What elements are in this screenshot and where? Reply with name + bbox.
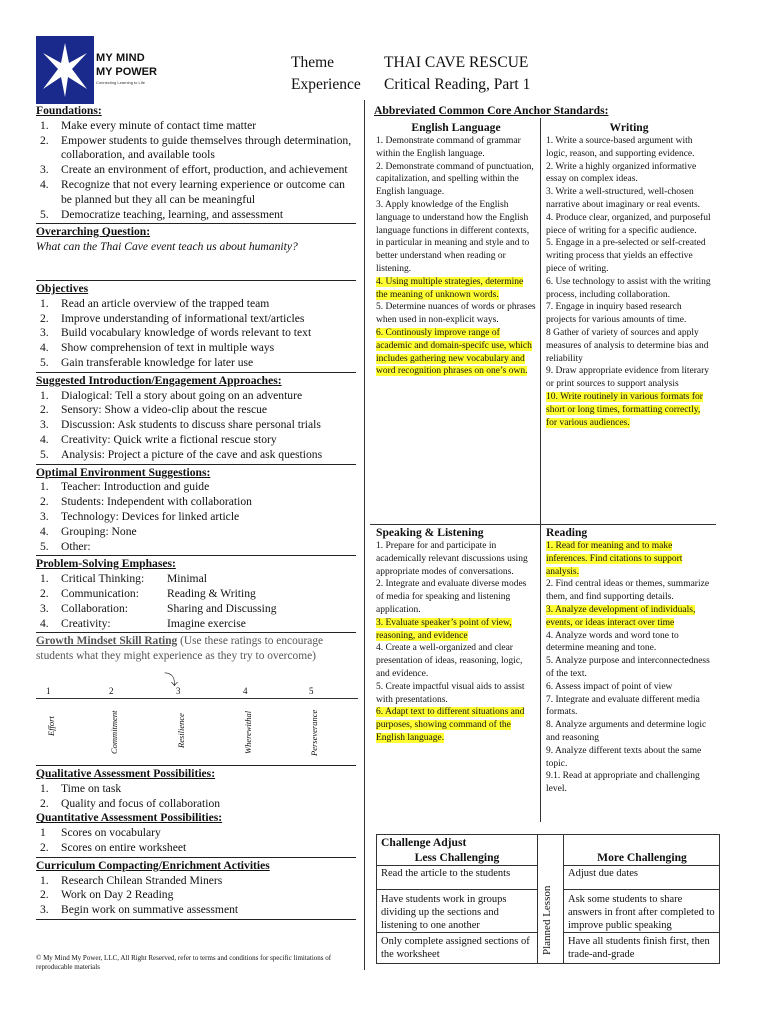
overarching-title: Overarching Question:	[36, 225, 151, 239]
row-divider	[563, 889, 719, 890]
item-number: 2.	[40, 495, 49, 509]
item-number: 2.	[40, 403, 49, 417]
item-number: 2.	[40, 888, 49, 902]
curved-arrow-icon: ⤵	[164, 674, 178, 689]
item-text: Dialogical: Tell a story about going on an adventure	[61, 388, 303, 402]
item-number: 3.	[40, 903, 49, 917]
item-number: 4.	[40, 524, 49, 538]
planned-lesson-label: Planned Lesson	[541, 885, 553, 955]
standard-item: 1. Write a source-based argument with logic, reason, and supporting evidence.	[546, 136, 695, 159]
row-divider	[563, 932, 719, 933]
compacting-list	[36, 874, 356, 918]
quantitative-list	[36, 826, 356, 856]
list-item	[36, 297, 356, 312]
item-text: Teacher: Introduction and guide	[61, 480, 210, 494]
theme-label: Theme	[291, 54, 335, 71]
column-divider	[364, 100, 365, 970]
list-item	[36, 903, 356, 918]
list-item	[36, 587, 356, 602]
divider	[36, 280, 356, 281]
rating-number: 5	[309, 686, 314, 696]
copyright-footer: © My Mind My Power, LLC, All Right Reserved, refer to terms and conditions for specific limitations of reproducable materials	[36, 954, 332, 971]
row-divider	[377, 932, 537, 933]
list-item	[36, 418, 356, 433]
standard-item: 4. Analyze words and word tone to determine meaning and tone.	[546, 630, 679, 654]
objectives-list	[36, 297, 356, 371]
more-cell: Adjust due dates	[568, 868, 638, 879]
item-label: Collaboration:	[61, 601, 128, 615]
challenge-title: Challenge Adjust	[381, 836, 467, 849]
divider	[36, 632, 356, 633]
rating-axis	[36, 698, 358, 699]
standard-item: 1. Demonstrate command of grammar within the English language.	[376, 136, 521, 159]
list-item	[36, 312, 356, 327]
quantitative-title: Quantitative Assessment Possibilities:	[36, 811, 223, 825]
standard-item: 10. Write routinely in various formats for short or long times, formatting correctly, for various audiences.	[546, 391, 703, 428]
standards-title: Abbreviated Common Core Anchor Standards:	[374, 104, 609, 117]
speaking-heading: Speaking & Listening	[376, 526, 484, 539]
row-divider	[563, 865, 719, 866]
growth-rating-scale	[36, 674, 358, 760]
list-item	[36, 326, 356, 341]
item-text: Gain transferable knowledge for later use	[61, 355, 254, 369]
item-text: Empower students to guide themselves through determination, collaboration, and available tools	[61, 133, 352, 162]
item-number: 2.	[40, 586, 49, 600]
standards-panel	[370, 104, 716, 428]
item-value: Sharing and Discussing	[167, 601, 277, 615]
item-text: Students: Independent with collaboration	[61, 495, 252, 509]
item-text: Technology: Devices for linked article	[61, 509, 240, 523]
divider	[36, 919, 356, 920]
item-text: Discussion: Ask students to discuss share personal trials	[61, 418, 321, 432]
item-number: 3.	[40, 601, 49, 615]
standard-item: 2. Integrate and evaluate diverse modes of media for speaking and listening application.	[376, 579, 527, 615]
item-number: 4.	[40, 616, 49, 630]
list-item	[36, 163, 356, 178]
standard-item: 4. Using multiple strategies, determine the meaning of unknown words.	[376, 276, 524, 300]
item-number: 3.	[40, 163, 49, 177]
left-column	[36, 104, 356, 664]
standard-item: 9.1. Read at appropriate and challenging level.	[546, 771, 700, 795]
list-item	[36, 617, 356, 632]
item-number: 3.	[40, 509, 49, 523]
item-label: Communication:	[61, 586, 139, 600]
item-number: 2.	[40, 840, 49, 854]
item-number: 2.	[40, 133, 49, 147]
row-divider	[377, 865, 537, 866]
item-value: Imagine exercise	[167, 616, 246, 630]
row-divider	[377, 889, 537, 890]
qualitative-list	[36, 782, 356, 812]
foundations-list	[36, 119, 356, 223]
standard-item: 4. Create a well-organized and clear presentation of ideas, reasoning, logic, and evidence.	[376, 643, 523, 679]
foundations-title: Foundations:	[36, 104, 102, 117]
standard-item: 3. Analyze development of individuals, events, or ideas interact over time	[546, 604, 696, 628]
assessment-section	[36, 764, 356, 921]
rating-label-wherewithal: Wherewithal	[243, 710, 253, 754]
less-challenging-heading: Less Challenging	[414, 851, 500, 864]
item-number: 4.	[40, 432, 49, 446]
standard-item: 3. Write a well-structured, well-chosen narrative about imaginary or real events.	[546, 187, 701, 210]
list-item	[36, 403, 356, 418]
logo-line2: MY POWER	[96, 66, 157, 78]
challenge-table	[376, 834, 720, 964]
item-number: 1	[40, 826, 46, 840]
environment-list	[36, 480, 356, 554]
growth-note: (Use these ratings to encourage students what they might experience as they try to overcome)	[36, 635, 324, 663]
rating-label-perseverance: Perseverance	[309, 709, 319, 756]
item-number: 4.	[40, 341, 49, 355]
list-item	[36, 495, 356, 510]
list-item	[36, 389, 356, 404]
item-text: Scores on entire worksheet	[61, 840, 187, 854]
intro-list	[36, 389, 356, 463]
list-item	[36, 433, 356, 448]
more-cell: Have all students finish first, then trade-and-grade	[568, 936, 710, 960]
divider	[36, 464, 356, 465]
logo-tagline: Connecting Learning to Life	[96, 80, 145, 85]
divider	[36, 555, 356, 556]
challenge-divider	[563, 835, 564, 963]
list-item	[36, 525, 356, 540]
item-text: Time on task	[61, 781, 122, 795]
item-text: Improve understanding of informational text/articles	[61, 311, 305, 325]
divider	[36, 223, 356, 224]
star-figure-icon	[39, 39, 91, 101]
standard-item: 2. Find central ideas or themes, summarize them, and find supporting details.	[546, 579, 710, 603]
problem-list	[36, 572, 356, 631]
standard-item: 8 Gather of variety of sources and apply measures of analysis to determine bias and reliability	[546, 327, 709, 364]
item-label: Creativity:	[61, 616, 111, 630]
item-text: Sensory: Show a video-clip about the rescue	[61, 403, 268, 417]
growth-title: Growth Mindset Skill Rating	[36, 635, 178, 648]
item-text: Grouping: None	[61, 524, 137, 538]
standard-item: 7. Integrate and evaluate different media formats.	[546, 694, 700, 718]
english-heading: English Language	[411, 121, 501, 134]
less-cell: Have students work in groups dividing up the sections and listening to one another	[381, 894, 507, 931]
list-item	[36, 797, 356, 812]
writing-standards	[546, 135, 712, 429]
less-cell: Read the article to the students	[381, 868, 511, 879]
growth-heading	[36, 634, 356, 664]
challenge-divider	[537, 835, 538, 963]
speaking-column	[376, 525, 536, 745]
list-item	[36, 480, 356, 495]
list-item	[36, 826, 356, 841]
item-text: Show comprehension of text in multiple ways	[61, 341, 275, 355]
item-number: 1.	[40, 118, 49, 132]
standard-item: 8. Analyze arguments and determine logic and reasoning	[546, 720, 707, 743]
standard-item: 6. Assess impact of point of view	[546, 681, 673, 692]
reading-column	[546, 525, 712, 796]
writing-heading: Writing	[609, 121, 649, 134]
item-number: 2.	[40, 311, 49, 325]
standard-item: 2. Demonstrate command of punctuation, capitalization, and spelling within the English language.	[376, 161, 534, 198]
standard-item: 5. Determine nuances of words or phrases when used in non-explicit ways.	[376, 302, 536, 326]
item-number: 5.	[40, 447, 49, 461]
item-text: Create an environment of effort, production, and achievement	[61, 163, 348, 177]
reading-standards	[546, 540, 712, 796]
item-text: Quality and focus of collaboration	[61, 796, 221, 810]
standard-item: 1. Prepare for and participate in academically relevant discussions using appropriate modes of conversations.	[376, 541, 528, 577]
divider	[36, 372, 356, 373]
item-text: Make every minute of contact time matter	[61, 118, 257, 132]
standard-item: 3. Apply knowledge of the English language to understand how the English language functions in different contexts, in particular in meaning and style and to better understand when reading or listening.	[376, 199, 530, 274]
divider	[36, 857, 356, 858]
item-text: Research Chilean Stranded Miners	[61, 873, 223, 887]
standard-item: 6. Continously improve range of academic and domain-specifc use, which includes gathering new vocabulary and word recognition phrases on one’s own.	[376, 327, 532, 377]
logo-line1: MY MIND	[96, 52, 145, 64]
english-standards	[376, 135, 536, 378]
item-text: Democratize teaching, learning, and assessment	[61, 207, 284, 221]
intro-title: Suggested Introduction/Engagement Approaches:	[36, 373, 282, 387]
item-value: Reading & Writing	[167, 586, 256, 600]
item-number: 3.	[40, 418, 49, 432]
list-item	[36, 841, 356, 856]
item-number: 2.	[40, 796, 49, 810]
list-item	[36, 448, 356, 463]
item-number: 1.	[40, 572, 49, 586]
item-text: Build vocabulary knowledge of words relevant to text	[61, 326, 312, 340]
standard-item: 9. Draw appropriate evidence from literary or print sources to support analysis	[546, 366, 710, 390]
item-text: Creativity: Quick write a fictional rescue story	[61, 432, 277, 446]
list-item	[36, 208, 356, 223]
item-number: 3.	[40, 326, 49, 340]
item-text: Work on Day 2 Reading	[61, 888, 174, 902]
item-number: 5.	[40, 355, 49, 369]
less-cell: Only complete assigned sections of the worksheet	[381, 936, 530, 960]
item-text: Scores on vocabulary	[61, 826, 161, 840]
rating-number: 4	[243, 686, 248, 696]
list-item	[36, 782, 356, 797]
standard-item: 3. Evaluate speaker’s point of view, reasoning, and evidence	[376, 617, 512, 641]
rating-label-resilience: Resilience	[176, 713, 186, 748]
rating-number: 2	[109, 686, 114, 696]
list-item	[36, 572, 356, 587]
english-column	[376, 120, 536, 378]
list-item	[36, 874, 356, 889]
overarching-question: What can the Thai Cave event teach us about humanity?	[36, 240, 298, 254]
standard-item: 5. Create impactful visual aids to assist with presentations.	[376, 681, 525, 705]
list-item	[36, 134, 356, 164]
experience-label: Experience	[291, 76, 361, 93]
standard-item: 4. Produce clear, organized, and purposeful piece of writing for a specific audience.	[546, 212, 711, 236]
item-number: 5.	[40, 207, 49, 221]
standard-item: 2. Write a highly organized informative essay on complex ideas.	[546, 161, 697, 185]
rating-number: 3	[176, 686, 181, 696]
qualitative-title: Qualitative Assessment Possibilities:	[36, 767, 216, 780]
more-cell: Ask some students to share answers in front after completed to improve public speaking	[568, 894, 715, 931]
standard-item: 9. Analyze different texts about the same topic.	[546, 745, 702, 769]
standard-item: 5. Analyze purpose and interconnectedness of the text.	[546, 656, 710, 679]
item-number: 1.	[40, 781, 49, 795]
item-label: Critical Thinking:	[61, 572, 145, 586]
standard-item: 7. Engage in inquiry based research projects for various amounts of time.	[546, 302, 687, 326]
standard-item: 5. Engage in a pre-selected or self-created writing process that yields an effective piece of writing.	[546, 238, 706, 274]
item-text: Read an article overview of the trapped team	[61, 296, 270, 310]
list-item	[36, 356, 356, 371]
rating-number: 1	[46, 686, 51, 696]
reading-heading: Reading	[546, 526, 588, 539]
list-item	[36, 510, 356, 525]
item-number: 1.	[40, 480, 49, 494]
list-item	[36, 602, 356, 617]
rating-label-commitment: Commitment	[109, 710, 119, 754]
item-number: 4.	[40, 177, 49, 191]
problem-title: Problem-Solving Emphases:	[36, 557, 176, 571]
item-value: Minimal	[167, 572, 207, 586]
list-item	[36, 888, 356, 903]
list-item	[36, 341, 356, 356]
list-item	[36, 540, 356, 555]
speaking-standards	[376, 540, 536, 745]
standard-item: 6. Adapt text to different situations and purposes, showing command of the English language.	[376, 707, 525, 743]
standard-item: 6. Use technology to assist with the writing process, including collaboration.	[546, 276, 711, 300]
item-text: Analysis: Project a picture of the cave and ask questions	[61, 447, 323, 461]
divider	[36, 765, 356, 766]
more-challenging-heading: More Challenging	[597, 851, 687, 864]
item-number: 5.	[40, 539, 49, 553]
experience-value: Critical Reading, Part 1	[384, 76, 531, 93]
standards-center-divider	[540, 118, 541, 822]
standard-item: 1. Read for meaning and to make inferences. Find citations to support analysis.	[546, 541, 683, 577]
item-text: Recognize that not every learning experience or outcome can be planned but they all can be meaningful	[61, 177, 345, 206]
list-item	[36, 119, 356, 134]
item-number: 1.	[40, 296, 49, 310]
compacting-title: Curriculum Compacting/Enrichment Activities	[36, 858, 270, 872]
rating-label-effort: Effort	[46, 716, 56, 736]
item-text: Begin work on summative assessment	[61, 903, 239, 917]
list-item	[36, 178, 356, 208]
item-text: Other:	[61, 539, 91, 553]
item-number: 1.	[40, 873, 49, 887]
theme-value: THAI CAVE RESCUE	[384, 54, 529, 71]
item-number: 1.	[40, 388, 49, 402]
objectives-title: Objectives	[36, 281, 89, 295]
writing-column	[546, 120, 712, 429]
logo-mark	[36, 36, 94, 104]
environment-title: Optimal Environment Suggestions:	[36, 465, 211, 479]
